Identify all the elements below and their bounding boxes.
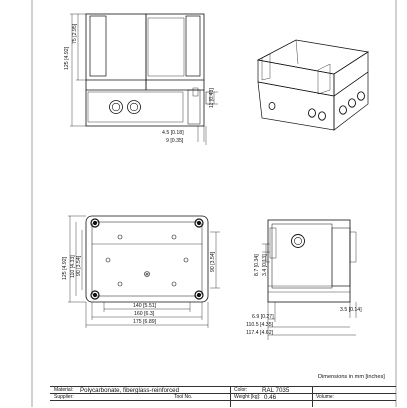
dim-top-height-total: 125 [4.92]	[62, 256, 68, 280]
dim-front-depth-2: 110.5 [4.35]	[246, 322, 274, 328]
color-value: RAL 7035	[262, 387, 290, 394]
dim-side-height-lid: 75 [2.95]	[72, 23, 78, 44]
units-note: Dimensions in mm [inches]	[318, 374, 385, 380]
dim-side-height-total: 125 [4.92]	[64, 46, 70, 70]
dim-front-offset: 3.5 [0.14]	[340, 307, 362, 313]
dim-top-width-2: 160 [6.3]	[134, 311, 155, 317]
material-value: Polycarbonate, fiberglass-reinforced	[80, 387, 180, 394]
dim-top-height-3: 90 [3.54]	[76, 255, 82, 276]
title-block-divider-1	[230, 386, 231, 407]
dim-front-depth-1: 6.9 [0.27]	[252, 314, 274, 320]
dim-front-depth-3: 117.4 [4.62]	[246, 330, 274, 336]
top-view-corner-screws	[91, 219, 203, 299]
isometric-ports	[269, 92, 365, 120]
dim-side-offset-1: 4.5 [0.18]	[162, 130, 184, 136]
volume-label: Volume:	[316, 394, 335, 400]
dim-top-width-3: 175 [6.89]	[133, 319, 157, 325]
dim-top-width-1: 140 [5.51]	[133, 303, 157, 309]
color-label: Color:	[234, 387, 248, 393]
dim-front-height-2: 3.4 [0.13]	[262, 254, 268, 276]
supplier-label: Supplier:	[54, 394, 74, 400]
material-label: Material:	[54, 387, 74, 393]
isometric-view	[258, 40, 368, 130]
dim-top-height-right: 90 [3.54]	[210, 251, 216, 272]
dim-side-offset-2: 9 [0.35]	[166, 138, 184, 144]
dim-top-height-2: 110 [4.33]	[70, 255, 76, 278]
dim-front-height-1: 8.7 [0.34]	[254, 254, 260, 276]
side-view-dim-lines	[70, 14, 218, 145]
dim-side-flange: 11 [0.43]	[209, 88, 215, 108]
side-view	[86, 14, 210, 126]
title-block	[50, 386, 396, 407]
weight-label: Weight [kg]:	[234, 394, 261, 400]
weight-value: 0.46	[264, 394, 277, 401]
front-view-port	[292, 235, 305, 248]
title-block-divider-2	[312, 386, 313, 407]
tool-label: Tool No.	[174, 394, 193, 400]
top-view-mounting-points	[106, 235, 188, 286]
side-view-ports	[110, 101, 141, 114]
front-view	[268, 220, 356, 302]
top-view	[86, 216, 208, 302]
